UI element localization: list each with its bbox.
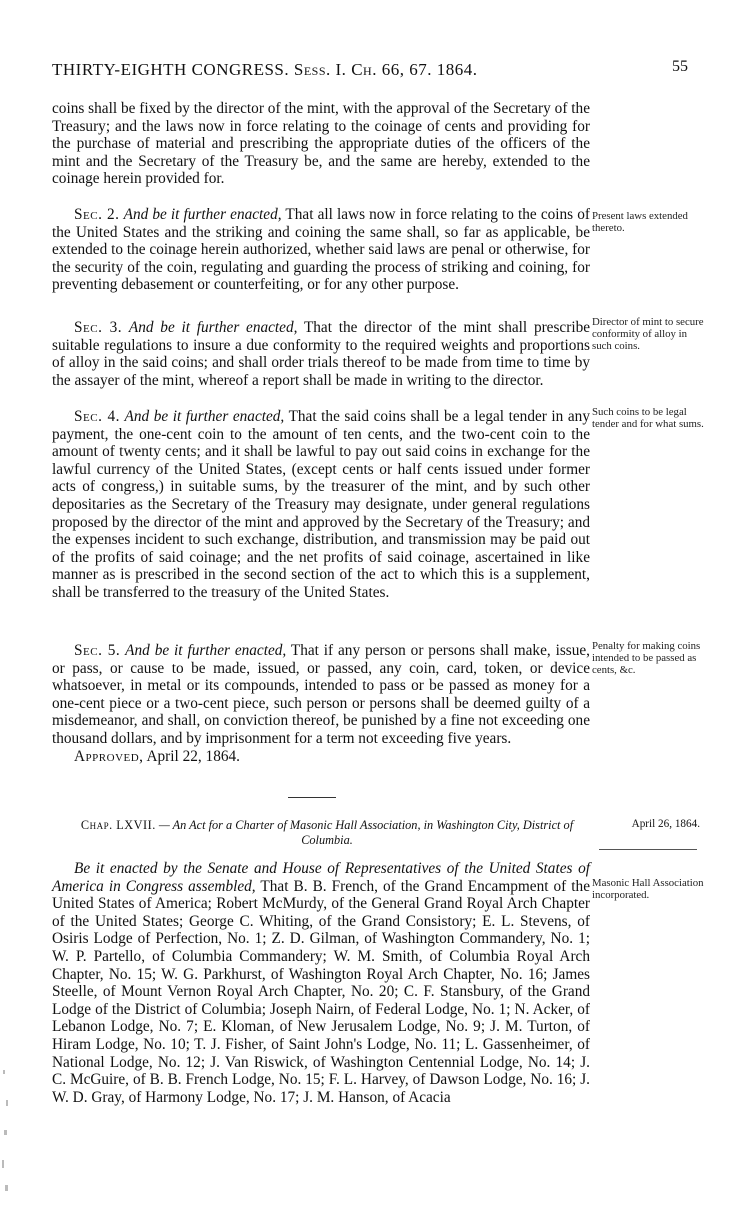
margin-note-legal-tender: Such coins to be legal tender and for what sums.	[592, 406, 704, 430]
chapters-label: Ch. 66, 67.	[351, 60, 432, 79]
margin-note-masonic-hall: Masonic Hall Association incorporated.	[592, 877, 704, 901]
chapter-divider	[288, 797, 336, 798]
section-2	[52, 206, 590, 294]
date-underline	[599, 849, 697, 850]
chapter-67-heading	[62, 818, 592, 848]
section-5-enacting-clause: And be it further enacted,	[125, 642, 287, 659]
section-5	[52, 642, 590, 765]
year-label: 1864.	[436, 60, 478, 79]
scan-edge-artifact	[0, 1050, 14, 1200]
chapter-67-title: — An Act for a Charter of Masonic Hall Association, in Washington City, District of Columbia.	[158, 818, 574, 847]
section-1-continuation	[52, 100, 590, 188]
section-3	[52, 319, 590, 389]
section-4-label: Sec. 4.	[74, 408, 120, 425]
session-label: Sess. I.	[293, 60, 347, 79]
chapter-67-date: April 26, 1864.	[631, 818, 700, 830]
section-4-enacting-clause: And be it further enacted,	[124, 408, 285, 425]
chapter-67-body	[52, 860, 590, 1106]
section-2-label: Sec. 2.	[74, 206, 120, 223]
running-head	[52, 60, 572, 80]
section-2-text: That all laws now in force relating to the coins of the United States and the striking and coining the same shall, so far as applicable, be extended to the coinage herein authorized, whether said laws are penal or otherwise, for the security of the coin, regulating and guarding the process of striking and coining, for preventing debasement or counterfeiting, or for any other purpose.	[52, 206, 590, 294]
section-3-enacting-clause: And be it further enacted,	[128, 319, 298, 336]
section-5-label: Sec. 5.	[74, 642, 121, 659]
approved-date: April 22, 1864.	[146, 747, 240, 765]
page-number: 55	[672, 58, 688, 75]
margin-note-present-laws: Present laws extended thereto.	[592, 210, 688, 234]
chapter-67-label: Chap. LXVII.	[80, 818, 156, 832]
section-4-text: That the said coins shall be a legal tender in any payment, the one-cent coin to the amount of ten cents, and the two-cent coin to the amount of twenty cents; and it shall be lawful to pay out said coins in exchange for the lawful currency of the United States, (except cents or half cents issued under former acts of congress,) in suitable sums, by the treasurer of the mint, and by such other depositaries as the Secretary of the Treasury may designate, under general regulations proposed by the director of the mint and approved by the Secretary of the Treasury; and the expenses incident to such exchange, distribution, and transmission may be paid out of the profits of said coinage; and the net profits of said coinage, ascertained in like manner as is prescribed in the second section of the act to which this is a supplement, shall be transferred to the treasury of the United States.	[52, 408, 590, 601]
chapter-67-enacting-clause: Be it enacted by the Senate and House of Representatives of the United States of America in Congress assembled,	[52, 860, 590, 895]
section-3-label: Sec. 3.	[74, 319, 123, 336]
section-2-enacting-clause: And be it further enacted,	[123, 206, 282, 223]
section-5-text: That if any person or persons shall make, issue, or pass, or cause to be made, issued, or passed, any coin, card, token, or device whatsoever, in metal or its compounds, intended to pass or be passed as money for a one-cent piece or a two-cent piece, such person or persons shall be deemed guilty of a misdemeanor, and shall, on conviction thereof, be punished by a fine not exceeding one thousand dollars, and by imprisonment for a term not exceeding five years.	[52, 642, 590, 747]
section-4	[52, 408, 590, 602]
congress-title: THIRTY-EIGHTH CONGRESS.	[52, 60, 290, 79]
margin-note-penalty: Penalty for making coins intended to be passed as cents, &c.	[592, 640, 701, 676]
section-1-text: coins shall be fixed by the director of the mint, with the approval of the Secretary of the Treasury; and the laws now in force relating to the coinage of cents and providing for the purchase of material and prescribing the appropriate duties of the officers of the mint and the Secretary of the Treasury be, and the same are hereby, extended to the coinage herein provided for.	[52, 100, 590, 188]
margin-note-director-of-mint: Director of mint to secure conformity of alloy in such coins.	[592, 316, 704, 352]
approved-label: Approved,	[74, 747, 144, 765]
section-3-text: That the director of the mint shall prescribe suitable regulations to insure a due conformity to the required weights and proportions of alloy in the said coins; and shall order trials thereof to be made from time to time by the assayer of the mint, whereof a report shall be made in writing to the director.	[52, 319, 591, 389]
chapter-67-text: That B. B. French, of the Grand Encampment of the United States of America; Robert McMurdy, of the General Grand Royal Arch Chapter of the United States; George C. Whiting, of the Grand Consistory; E. L. Stevens, of Osiris Lodge of Perfection, No. 1; Z. D. Gilman, of Washington Commandery, No. 1; W. P. Partello, of Columbia Commandery; W. M. Smith, of Columbia Royal Arch Chapter, No. 15; W. G. Parkhurst, of Washington Royal Arch Chapter, No. 16; James Steelle, of Mount Vernon Royal Arch Chapter, No. 20; C. F. Stansbury, of the Grand Lodge of the District of Columbia; Joseph Nairn, of Federal Lodge, No. 1; N. Acker, of Lebanon Lodge, No. 7; E. Kloman, of New Jerusalem Lodge, No. 9; J. M. Turton, of Hiram Lodge, No. 10; T. J. Fisher, of Saint John's Lodge, No. 11; L. Gassenheimer, of National Lodge, No. 12; J. Van Riswick, of Washington Centennial Lodge, No. 14; J. C. McGuire, of B. B. French Lodge, No. 15; F. L. Harvey, of Dawson Lodge, No. 16; J. W. D. Gray, of Harmony Lodge, No. 17; J. M. Hanson, of Acacia	[52, 877, 590, 1106]
